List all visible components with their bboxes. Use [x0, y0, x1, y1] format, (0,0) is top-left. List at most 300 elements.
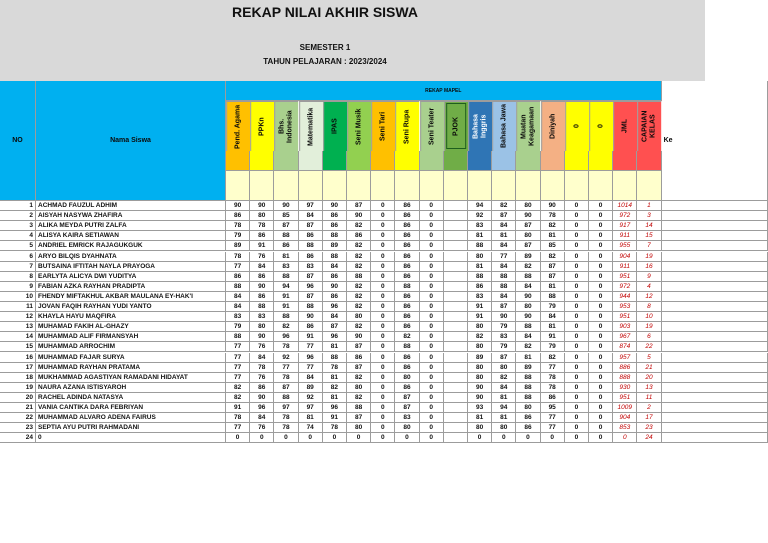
- score-cell: 88: [516, 393, 540, 403]
- score-cell: 87: [395, 403, 419, 413]
- score-cell: 0: [420, 262, 444, 272]
- score-cell: 951: [613, 312, 637, 322]
- score-cell: 78: [274, 342, 298, 352]
- score-cell: 90: [226, 201, 250, 211]
- score-cell: 904: [613, 252, 637, 262]
- score-cell: 81: [323, 373, 347, 383]
- score-cell: 0: [371, 221, 395, 231]
- score-cell: 0: [371, 241, 395, 251]
- score-cell: 81: [516, 353, 540, 363]
- row-number: 24: [0, 433, 36, 443]
- score-cell: 82: [274, 322, 298, 332]
- score-cell: [444, 433, 468, 443]
- score-cell: 76: [250, 373, 274, 383]
- score-cell: 74: [299, 423, 323, 433]
- score-cell: 96: [274, 332, 298, 342]
- row-number: 18: [0, 373, 36, 383]
- score-cell: 2: [637, 403, 661, 413]
- score-cell: 0: [420, 393, 444, 403]
- score-cell: [444, 363, 468, 373]
- student-name: EARLYTA ALICYA DWI YUDITYA: [36, 272, 226, 282]
- column-blank-4: [299, 151, 323, 171]
- score-cell: 81: [299, 413, 323, 423]
- score-cell: 0: [420, 292, 444, 302]
- score-cell: 87: [492, 302, 516, 312]
- column-subblank-13: [516, 171, 540, 201]
- score-cell: 86: [395, 262, 419, 272]
- score-cell: 78: [541, 211, 565, 221]
- overflow-cell: [662, 332, 768, 342]
- score-cell: 0: [565, 272, 589, 282]
- score-cell: 5: [637, 353, 661, 363]
- score-cell: 886: [613, 363, 637, 373]
- score-cell: 77: [226, 342, 250, 352]
- score-cell: 83: [274, 262, 298, 272]
- score-cell: 88: [468, 241, 492, 251]
- score-cell: 90: [274, 201, 298, 211]
- score-cell: 12: [637, 292, 661, 302]
- score-cell: 0: [371, 211, 395, 221]
- score-cell: 87: [541, 262, 565, 272]
- score-cell: 82: [347, 282, 371, 292]
- column-header-16: 0: [589, 101, 613, 151]
- score-cell: 944: [613, 292, 637, 302]
- score-cell: 20: [637, 373, 661, 383]
- score-cell: 0: [589, 322, 613, 332]
- score-cell: [444, 312, 468, 322]
- score-cell: 8: [637, 302, 661, 312]
- score-cell: [444, 302, 468, 312]
- score-cell: 911: [613, 231, 637, 241]
- score-cell: 0: [371, 262, 395, 272]
- student-name: ALIKA MEYDA PUTRI ZALFA: [36, 221, 226, 231]
- student-name: JOVAN FAQIH RAYHAN YUDI YANTO: [36, 302, 226, 312]
- score-cell: 24: [637, 433, 661, 443]
- score-cell: [444, 211, 468, 221]
- score-cell: 0: [589, 201, 613, 211]
- score-cell: 0: [565, 403, 589, 413]
- column-blank-11: [468, 151, 492, 171]
- score-cell: 0: [565, 201, 589, 211]
- score-cell: 80: [347, 312, 371, 322]
- score-cell: 0: [371, 383, 395, 393]
- score-cell: 91: [541, 332, 565, 342]
- score-cell: 88: [516, 383, 540, 393]
- score-cell: [444, 272, 468, 282]
- title-right-gap: [705, 0, 768, 81]
- score-cell: 78: [226, 252, 250, 262]
- score-cell: [444, 383, 468, 393]
- score-cell: 86: [395, 302, 419, 312]
- score-cell: 0: [420, 383, 444, 393]
- score-cell: [444, 413, 468, 423]
- score-cell: 0: [589, 423, 613, 433]
- score-cell: 14: [637, 221, 661, 231]
- score-cell: 76: [250, 252, 274, 262]
- score-cell: [444, 201, 468, 211]
- column-header-5: IPAS: [323, 101, 347, 151]
- overflow-cell: [662, 373, 768, 383]
- score-cell: 88: [347, 272, 371, 282]
- score-cell: 94: [492, 403, 516, 413]
- score-cell: 91: [250, 241, 274, 251]
- score-cell: 93: [468, 403, 492, 413]
- score-cell: 0: [226, 433, 250, 443]
- score-cell: 80: [250, 211, 274, 221]
- score-cell: 87: [516, 221, 540, 231]
- score-cell: 6: [637, 332, 661, 342]
- column-blank-14: [541, 151, 565, 171]
- score-cell: 10: [637, 312, 661, 322]
- score-cell: 91: [274, 302, 298, 312]
- score-cell: 78: [274, 413, 298, 423]
- score-cell: 86: [323, 292, 347, 302]
- student-name: ALISYA KAIRA SETIAWAN: [36, 231, 226, 241]
- score-cell: 80: [468, 373, 492, 383]
- score-cell: 0: [589, 241, 613, 251]
- score-cell: 0: [420, 353, 444, 363]
- score-cell: 82: [347, 221, 371, 231]
- score-cell: 0: [371, 272, 395, 282]
- score-cell: 0: [589, 363, 613, 373]
- score-cell: 87: [541, 272, 565, 282]
- score-cell: 80: [468, 423, 492, 433]
- score-cell: [444, 373, 468, 383]
- score-cell: 87: [347, 201, 371, 211]
- score-cell: 81: [541, 282, 565, 292]
- score-cell: 0: [371, 423, 395, 433]
- score-cell: 80: [516, 302, 540, 312]
- score-cell: 78: [274, 423, 298, 433]
- overflow-cell: [662, 231, 768, 241]
- score-cell: 80: [468, 322, 492, 332]
- score-cell: 86: [323, 221, 347, 231]
- score-cell: 0: [420, 282, 444, 292]
- no-header: NO: [0, 81, 36, 201]
- score-cell: 88: [347, 403, 371, 413]
- score-cell: 79: [492, 342, 516, 352]
- score-cell: 0: [589, 342, 613, 352]
- column-subblank-10: [444, 171, 468, 201]
- score-cell: 88: [516, 373, 540, 383]
- column-subblank-5: [323, 171, 347, 201]
- score-cell: 0: [565, 413, 589, 423]
- score-cell: 0: [589, 292, 613, 302]
- score-cell: 76: [250, 423, 274, 433]
- score-cell: 82: [468, 332, 492, 342]
- score-cell: 90: [250, 201, 274, 211]
- score-cell: 95: [541, 403, 565, 413]
- overflow-cell: [662, 423, 768, 433]
- score-cell: 82: [541, 252, 565, 262]
- column-header-4: Matematika: [299, 101, 323, 151]
- column-header-9: Seni Teater: [420, 101, 444, 151]
- row-number: 5: [0, 241, 36, 251]
- score-cell: 0: [420, 332, 444, 342]
- score-cell: 77: [492, 252, 516, 262]
- overflow-header: Ke: [662, 81, 768, 201]
- student-name: BUTSAINA IFTITAH NAYLA PRAYOGA: [36, 262, 226, 272]
- score-cell: 86: [226, 211, 250, 221]
- score-cell: 0: [565, 332, 589, 342]
- score-cell: 92: [299, 393, 323, 403]
- score-cell: 951: [613, 393, 637, 403]
- score-cell: 86: [299, 322, 323, 332]
- column-header-1: Pend. Agama: [226, 101, 250, 151]
- score-cell: 82: [347, 262, 371, 272]
- score-cell: 82: [347, 252, 371, 262]
- score-cell: 0: [565, 221, 589, 231]
- overflow-cell: [662, 413, 768, 423]
- score-cell: [444, 292, 468, 302]
- score-cell: 82: [347, 241, 371, 251]
- score-cell: 83: [395, 413, 419, 423]
- score-cell: 80: [516, 231, 540, 241]
- score-cell: 96: [323, 332, 347, 342]
- score-cell: 84: [492, 241, 516, 251]
- overflow-cell: [662, 342, 768, 352]
- score-cell: 84: [250, 353, 274, 363]
- student-name: RACHEL ADINDA NATASYA: [36, 393, 226, 403]
- column-blank-3: [274, 151, 298, 171]
- score-cell: 0: [371, 282, 395, 292]
- score-cell: 86: [250, 292, 274, 302]
- score-cell: [444, 282, 468, 292]
- score-cell: 0: [420, 433, 444, 443]
- score-cell: 86: [516, 413, 540, 423]
- score-cell: 87: [299, 292, 323, 302]
- column-blank-9: [420, 151, 444, 171]
- score-cell: 87: [347, 342, 371, 352]
- score-cell: 972: [613, 211, 637, 221]
- score-cell: 0: [371, 433, 395, 443]
- column-blank-7: [371, 151, 395, 171]
- column-blank-5: [323, 151, 347, 171]
- score-cell: 88: [299, 302, 323, 312]
- score-cell: 88: [541, 292, 565, 302]
- score-cell: 86: [395, 231, 419, 241]
- score-cell: 84: [299, 373, 323, 383]
- score-cell: 77: [226, 423, 250, 433]
- score-cell: 16: [637, 262, 661, 272]
- score-cell: 83: [299, 262, 323, 272]
- score-cell: 951: [613, 272, 637, 282]
- row-number: 17: [0, 363, 36, 373]
- column-subblank-1: [226, 171, 250, 201]
- score-cell: 86: [395, 241, 419, 251]
- column-subblank-12: [492, 171, 516, 201]
- score-cell: 80: [347, 423, 371, 433]
- column-header-6: Seni Musik: [347, 101, 371, 151]
- score-cell: 0: [589, 302, 613, 312]
- score-cell: [444, 241, 468, 251]
- score-cell: 78: [226, 413, 250, 423]
- score-cell: 80: [468, 363, 492, 373]
- score-cell: 0: [371, 373, 395, 383]
- student-name: ACHMAD FAUZUL ADHIM: [36, 201, 226, 211]
- score-cell: 0: [420, 403, 444, 413]
- overflow-cell: [662, 241, 768, 251]
- student-name: 0: [36, 433, 226, 443]
- score-cell: 0: [420, 241, 444, 251]
- score-cell: 0: [565, 383, 589, 393]
- score-cell: 79: [226, 231, 250, 241]
- row-number: 20: [0, 393, 36, 403]
- overflow-cell: [662, 302, 768, 312]
- title-block: [0, 0, 705, 81]
- score-cell: [444, 342, 468, 352]
- overflow-cell: [662, 252, 768, 262]
- score-cell: 80: [516, 201, 540, 211]
- score-cell: 0: [565, 363, 589, 373]
- score-cell: 79: [541, 342, 565, 352]
- score-cell: 87: [492, 353, 516, 363]
- score-cell: 0: [371, 322, 395, 332]
- score-cell: 84: [516, 282, 540, 292]
- column-subblank-17: [613, 171, 637, 201]
- overflow-cell: [662, 433, 768, 443]
- score-cell: 82: [347, 302, 371, 312]
- score-cell: 0: [371, 342, 395, 352]
- score-cell: 0: [565, 211, 589, 221]
- score-cell: 92: [274, 353, 298, 363]
- score-cell: 88: [323, 252, 347, 262]
- student-name: MUHAMAD FAKIH AL-GHAZY: [36, 322, 226, 332]
- score-cell: 0: [565, 353, 589, 363]
- score-cell: 0: [420, 423, 444, 433]
- score-cell: 0: [565, 231, 589, 241]
- score-cell: 91: [299, 332, 323, 342]
- student-name: FHENDY MIFTAKHUL AKBAR MAULANA EY-HAK'I: [36, 292, 226, 302]
- score-cell: 96: [299, 353, 323, 363]
- score-cell: 0: [420, 211, 444, 221]
- student-name: KHAYLA HAYU MAQFIRA: [36, 312, 226, 322]
- column-subblank-15: [565, 171, 589, 201]
- score-cell: 86: [323, 211, 347, 221]
- score-cell: 953: [613, 302, 637, 312]
- score-cell: 0: [589, 383, 613, 393]
- score-cell: [444, 332, 468, 342]
- score-cell: 88: [226, 332, 250, 342]
- score-cell: 79: [492, 322, 516, 332]
- score-cell: 77: [226, 363, 250, 373]
- column-subblank-2: [250, 171, 274, 201]
- score-cell: 82: [347, 373, 371, 383]
- score-cell: [444, 403, 468, 413]
- score-cell: 22: [637, 342, 661, 352]
- score-cell: 91: [323, 413, 347, 423]
- score-cell: 77: [226, 262, 250, 272]
- score-cell: 0: [589, 353, 613, 363]
- score-cell: 0: [565, 312, 589, 322]
- score-cell: 87: [274, 221, 298, 231]
- score-cell: 0: [516, 433, 540, 443]
- score-cell: 0: [492, 433, 516, 443]
- score-cell: 90: [468, 383, 492, 393]
- score-cell: 86: [323, 272, 347, 282]
- column-blank-10: [444, 151, 468, 171]
- score-cell: 7: [637, 241, 661, 251]
- score-cell: 84: [541, 312, 565, 322]
- column-header-10: PJOK: [444, 101, 468, 151]
- score-cell: 84: [492, 221, 516, 231]
- score-cell: 83: [492, 332, 516, 342]
- score-cell: 957: [613, 353, 637, 363]
- score-cell: 87: [299, 221, 323, 231]
- score-cell: 0: [420, 413, 444, 423]
- column-blank-16: [589, 151, 613, 171]
- column-subblank-11: [468, 171, 492, 201]
- score-cell: 86: [541, 393, 565, 403]
- score-cell: 77: [226, 353, 250, 363]
- score-cell: 90: [323, 282, 347, 292]
- score-cell: 78: [541, 383, 565, 393]
- score-cell: 89: [299, 383, 323, 393]
- row-number: 7: [0, 262, 36, 272]
- score-cell: 0: [589, 433, 613, 443]
- column-blank-8: [395, 151, 419, 171]
- score-cell: 91: [468, 302, 492, 312]
- student-name: MUHAMMAD ALVARO ADENA FAIRUS: [36, 413, 226, 423]
- score-cell: 88: [395, 342, 419, 352]
- score-cell: 84: [250, 262, 274, 272]
- score-cell: 81: [492, 413, 516, 423]
- column-subblank-9: [420, 171, 444, 201]
- score-cell: 86: [395, 363, 419, 373]
- score-cell: 86: [250, 383, 274, 393]
- score-cell: 0: [613, 433, 637, 443]
- semester-label: SEMESTER 1: [299, 43, 351, 52]
- score-cell: 86: [395, 221, 419, 231]
- score-cell: 83: [226, 312, 250, 322]
- column-header-11: Bahasa Inggris: [468, 101, 492, 151]
- score-cell: 81: [323, 393, 347, 403]
- score-cell: 80: [395, 423, 419, 433]
- row-number: 10: [0, 292, 36, 302]
- score-cell: 88: [274, 231, 298, 241]
- row-number: 16: [0, 353, 36, 363]
- score-cell: 86: [347, 231, 371, 241]
- score-cell: 21: [637, 363, 661, 373]
- overflow-cell: [662, 403, 768, 413]
- score-cell: 86: [468, 282, 492, 292]
- score-cell: 77: [299, 363, 323, 373]
- score-cell: 0: [395, 433, 419, 443]
- score-cell: 88: [323, 353, 347, 363]
- column-header-7: Seni Tari: [371, 101, 395, 151]
- score-cell: 82: [541, 221, 565, 231]
- score-cell: 86: [274, 241, 298, 251]
- score-cell: 82: [541, 353, 565, 363]
- column-subblank-14: [541, 171, 565, 201]
- score-cell: 0: [371, 201, 395, 211]
- score-cell: 967: [613, 332, 637, 342]
- rekap-mapel-header: REKAP MAPEL: [226, 81, 662, 101]
- score-cell: 78: [250, 363, 274, 373]
- score-cell: 4: [637, 282, 661, 292]
- score-cell: 88: [274, 272, 298, 282]
- column-blank-1: [226, 151, 250, 171]
- score-cell: 0: [420, 302, 444, 312]
- score-cell: 90: [250, 393, 274, 403]
- score-cell: 88: [492, 282, 516, 292]
- overflow-cell: [662, 221, 768, 231]
- score-cell: 80: [347, 383, 371, 393]
- score-cell: 86: [395, 252, 419, 262]
- student-name: SEPTIA AYU PUTRI RAHMADANI: [36, 423, 226, 433]
- score-cell: 84: [323, 262, 347, 272]
- overflow-cell: [662, 322, 768, 332]
